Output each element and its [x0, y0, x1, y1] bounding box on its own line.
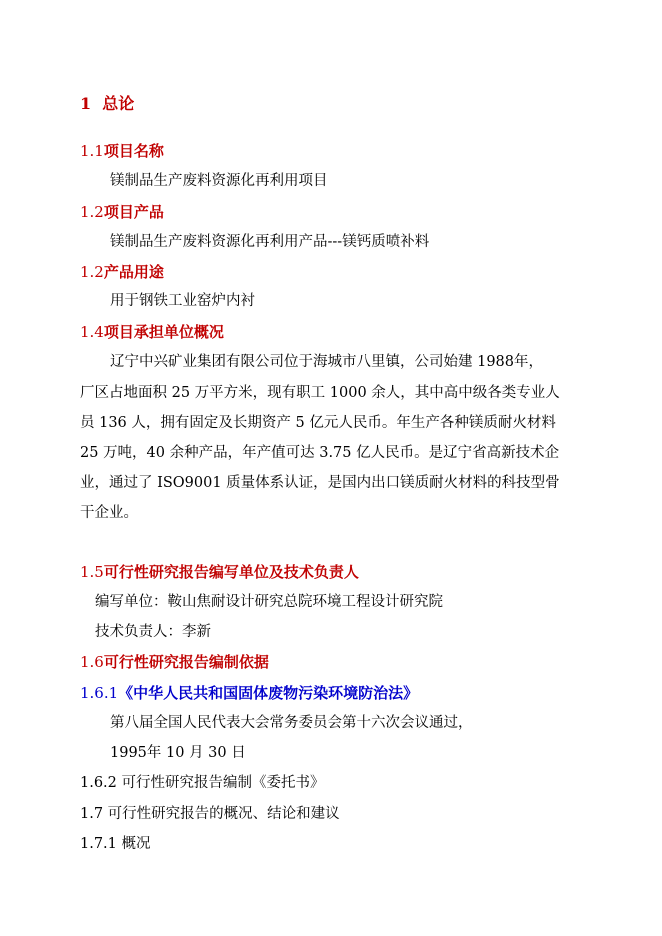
paragraph-line: 25 万吨，40 余种产品，年产值可达 3.75 亿人民币。是辽宁省高新技术企: [80, 445, 560, 461]
chapter-title: 总论: [102, 94, 135, 113]
section-1-7: 1.7 可行性研究报告的概况、结论和建议: [80, 806, 340, 822]
section-number: 1.2: [80, 263, 104, 281]
section-title: 项目承担单位概况: [103, 323, 224, 341]
law-date-line: 1995年 10 月 30 日: [110, 745, 246, 761]
section-heading-1-4: [80, 322, 224, 342]
subsection-heading-1-6-1: [80, 683, 418, 703]
law-passage-line: 第八届全国人民代表大会常务委员会第十六次会议通过，: [110, 715, 473, 731]
chapter-number: 1: [80, 94, 92, 113]
section-heading-1-5: [80, 562, 359, 582]
section-title: 项目名称: [103, 142, 164, 160]
section-heading-1-1: [80, 141, 164, 161]
section-title: 项目产品: [103, 203, 164, 221]
section-number: 1.5: [80, 563, 104, 581]
section-number: 1.2: [80, 203, 104, 221]
paragraph-line: 辽宁中兴矿业集团有限公司位于海城市八里镇，公司始建 1988年，: [110, 354, 544, 370]
section-heading-1-6: [80, 652, 269, 672]
section-content: 镁制品生产废料资源化再利用产品---镁钙质喷补料: [110, 234, 430, 250]
section-number: 1.1: [80, 142, 104, 160]
section-heading-1-2-usage: [80, 262, 164, 282]
section-title: 产品用途: [103, 263, 164, 281]
section-number: 1.4: [80, 323, 104, 341]
section-title: 可行性研究报告编制依据: [103, 653, 269, 671]
technical-lead: 技术负责人：李新: [95, 624, 211, 640]
subsection-number: 1.6.1: [80, 684, 119, 702]
paragraph-line: 厂区占地面积 25 万平方米，现有职工 1000 余人，其中高中级各类专业人: [80, 385, 560, 401]
section-content: 镁制品生产废料资源化再利用项目: [110, 173, 328, 189]
subsection-title: 《中华人民共和国固体废物污染环境防治法》: [118, 684, 419, 702]
subsection-1-6-2: 1.6.2 可行性研究报告编制《委托书》: [80, 775, 325, 791]
section-title: 可行性研究报告编写单位及技术负责人: [103, 563, 359, 581]
writing-unit: 编写单位：鞍山焦耐设计研究总院环境工程设计研究院: [95, 594, 443, 610]
section-heading-1-2-product: [80, 202, 164, 222]
subsection-1-7-1: 1.7.1 概况: [80, 836, 151, 852]
chapter-heading: [80, 94, 134, 114]
section-number: 1.6: [80, 653, 104, 671]
paragraph-line: 员 136 人，拥有固定及长期资产 5 亿元人民币。年生产各种镁质耐火材料: [80, 415, 556, 431]
section-content: 用于钢铁工业窑炉内衬: [110, 293, 255, 309]
paragraph-line: 业，通过了 ISO9001 质量体系认证，是国内出口镁质耐火材料的科技型骨: [80, 475, 560, 491]
paragraph-line: 干企业。: [80, 505, 138, 521]
